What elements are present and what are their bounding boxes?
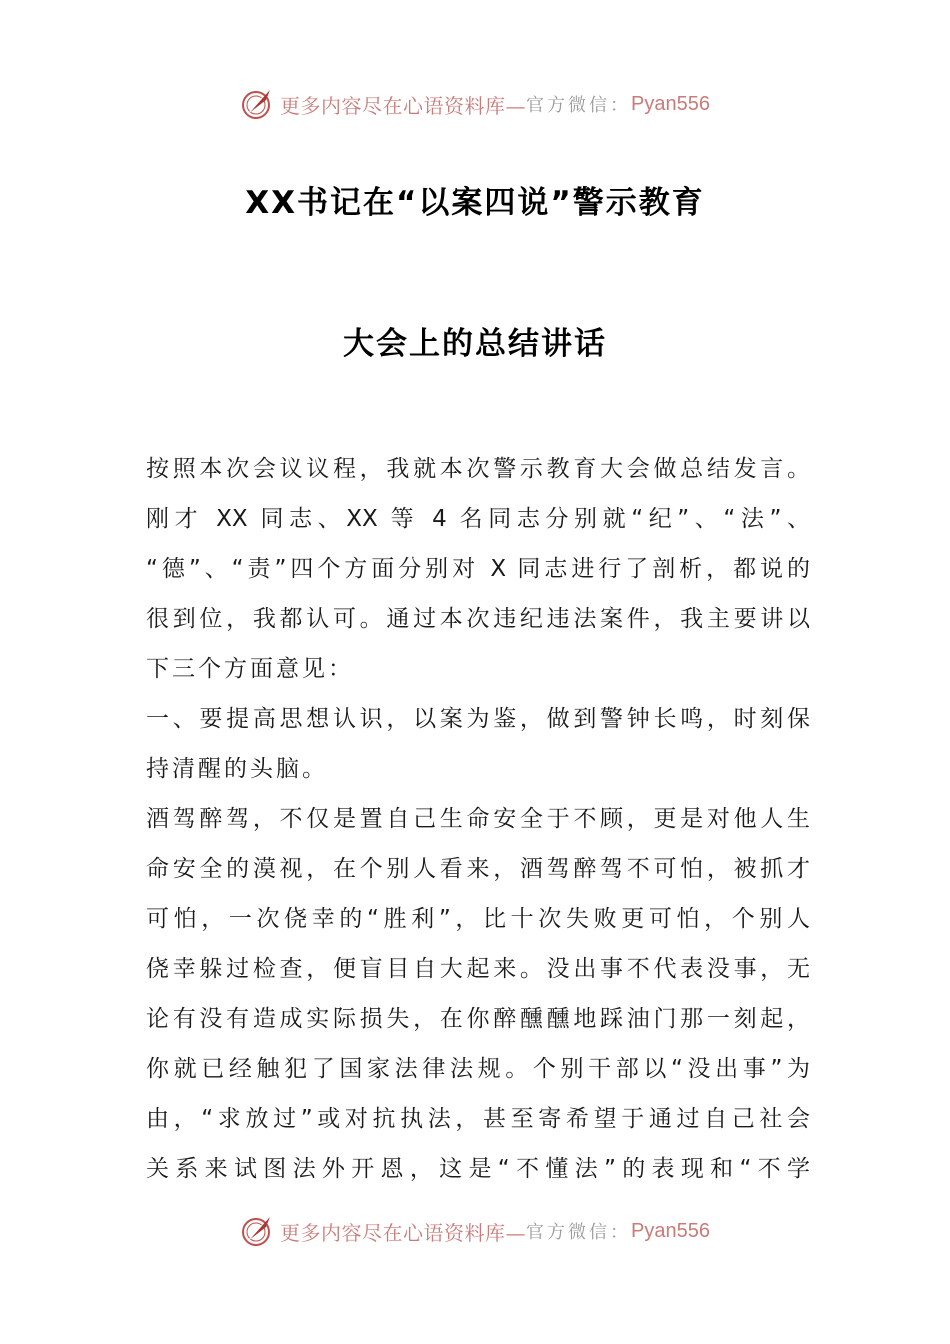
body-line: 按照本次会议议程，我就本次警示教育大会做总结发言。 xyxy=(146,456,810,482)
body-line: 你就已经触犯了国家法律法规。个别干部以“没出事”为 xyxy=(146,1056,810,1082)
banner-wechat-label: 官方微信： xyxy=(526,1222,632,1243)
header-watermark-banner xyxy=(0,84,950,124)
body-line: 关系来试图法外开恩，这是“不懂法”的表现和“不学 xyxy=(146,1156,810,1182)
body-line: “德”、“责”四个方面分别对 X 同志进行了剖析，都说的 xyxy=(146,556,810,582)
body-line: 下三个方面意见： xyxy=(146,656,354,682)
document-title-line-1: XX书记在“以案四说”警示教育 xyxy=(245,185,705,221)
footer-watermark-banner xyxy=(0,1211,950,1251)
body-line: 论有没有造成实际损失，在你醉醺醺地踩油门那一刻起， xyxy=(146,1006,810,1032)
banner-wechat-id: Pyan556 xyxy=(631,92,710,115)
body-line: 一、要提高思想认识，以案为鉴，做到警钟长鸣，时刻保 xyxy=(146,706,810,732)
body-line: 命安全的漠视，在个别人看来，酒驾醉驾不可怕，被抓才 xyxy=(146,856,810,882)
banner-site-text: 更多内容尽在心语资料库— xyxy=(280,1220,527,1245)
body-line: 可怕，一次侥幸的“胜利”，比十次失败更可怕，个别人 xyxy=(146,906,810,932)
body-line: 侥幸躲过检查，便盲目自大起来。没出事不代表没事，无 xyxy=(146,956,810,982)
banner-site-text: 更多内容尽在心语资料库— xyxy=(280,93,527,118)
document-body xyxy=(146,448,810,1198)
banner-wechat-label: 官方微信： xyxy=(526,95,632,116)
banner-wechat-id: Pyan556 xyxy=(631,1219,710,1242)
body-line: 很到位，我都认可。通过本次违纪违法案件，我主要讲以 xyxy=(146,606,810,632)
body-line: 持清醒的头脑。 xyxy=(146,756,328,782)
quill-logo-icon xyxy=(240,86,276,122)
quill-logo-icon xyxy=(240,1213,276,1249)
body-line: 酒驾醉驾，不仅是置自己生命安全于不顾，更是对他人生 xyxy=(146,806,810,832)
body-line: 刚才 XX 同志、XX 等 4 名同志分别就“纪”、“法”、 xyxy=(146,506,810,532)
document-title-line-2: 大会上的总结讲话 xyxy=(343,326,607,362)
body-line: 由，“求放过”或对抗执法，甚至寄希望于通过自己社会 xyxy=(146,1106,810,1132)
